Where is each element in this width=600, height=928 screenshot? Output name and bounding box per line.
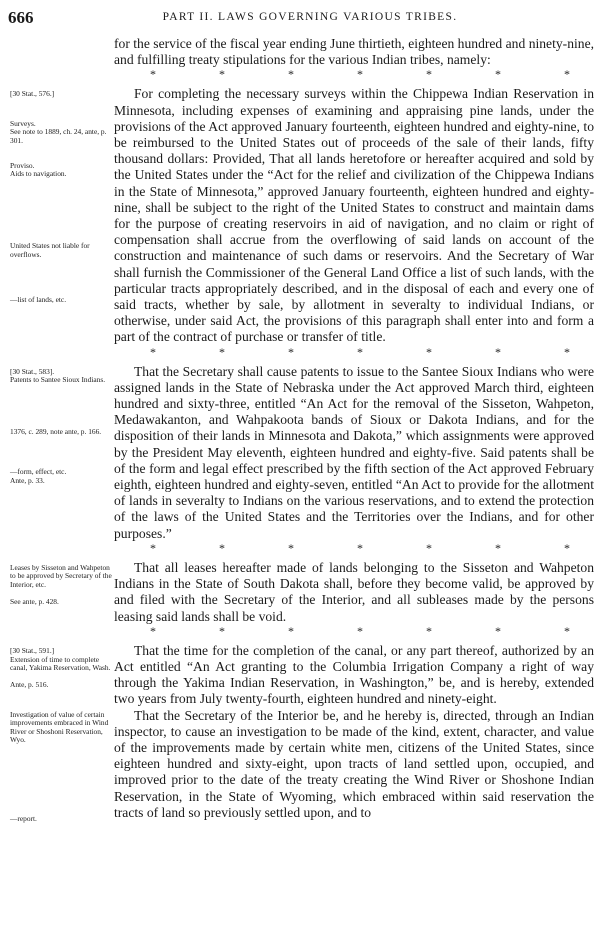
star: *	[426, 67, 432, 82]
margin-note: Aids to navigation.	[10, 169, 67, 179]
star: *	[219, 540, 225, 555]
paragraph: For completing the necessary surveys within the Chippewa Indian Reservation in Minnesota, including expenses of examining and appraising pine lands, under the provisions of the Act approved January fourteenth, eighteen hundred and eighty-nine, to be reimbursed to the United States out of proceeds of the sale of their lands, fifty thousand dollars: Provided, That all lands heretofore or hereafter acquired and sold by the United States under the “Act for the relief and civilization of the Chippewa Indians in the State of Minnesota,” approved January fourteenth, eighteen hundred and eighty-nine, shall be subject to the right of the United States to construct and maintain dams for the purpose of creating reservoirs in aid of navigation, and no claim or right of compensation shall accrue from the overflowing of said lands on account of the construction and maintenance of such dams or reservoirs. And the Secretary of War shall furnish the Commissioner of the General Land Office a list of such lands, with the particular tracts appropriately described, and in the disposal of each and every one of said tracts, whether by sale, by allotment in severalty to individual Indians, or otherwise, under said Act, the provisions of this paragraph shall enter into and form a part of the contract of purchase or transfer of title.	[114, 86, 594, 345]
ellipsis-stars	[150, 68, 570, 82]
paragraph: for the service of the fiscal year ending June thirtieth, eighteen hundred and ninety-nine, and fulfilling treaty stipulations for the various Indian tribes, namely:	[114, 36, 594, 68]
margin-note: See ante, p. 428.	[10, 596, 59, 606]
star: *	[495, 344, 501, 359]
star: *	[564, 623, 570, 638]
star: *	[219, 623, 225, 638]
margin-note: Extension of time to complete canal, Yakima Reservation, Wash.	[10, 654, 111, 673]
star: *	[495, 67, 501, 82]
star: *	[426, 540, 432, 555]
star: *	[150, 623, 156, 638]
margin-note: —report.	[10, 813, 37, 823]
star: *	[357, 344, 363, 359]
margin-note: Ante, p. 33.	[10, 475, 45, 485]
star: *	[288, 67, 294, 82]
ellipsis-stars	[150, 542, 570, 556]
paragraph: That the time for the completion of the canal, or any part thereof, authorized by an Act entitled “An Act granting to the Columbia Irrigation Company a right of way through the Yakima Indian Reservation, in Washington,” be, and is hereby, extended two years from July twenty-fourth, eighteen hundred and ninety-eight.	[114, 642, 594, 707]
star: *	[495, 540, 501, 555]
star: *	[150, 344, 156, 359]
star: *	[150, 67, 156, 82]
star: *	[426, 344, 432, 359]
margin-note: Patents to Santee Sioux Indians.	[10, 374, 106, 384]
star: *	[495, 623, 501, 638]
margin-note: —list of lands, etc.	[10, 295, 67, 305]
paragraph: That the Secretary shall cause patents to issue to the Santee Sioux Indians who were assigned lands in the State of Nebraska under the Act approved March third, eighteen hundred and sixty-three, entitled “An Act for the removal of the Sisseton, Wahpeton, Medawakanton, and Wahpakoota bands of Sioux or Dakota Indians, and for the disposition of their lands in Minnesota and Dakota,” which assignments were approved by the President May eleventh, eighteen hundred and eighty-five. Said patents shall be of the form and legal effect prescribed by the fifth section of the Act approved February eighth, eighteen hundred and eighty-seven, entitled “An Act to provide for the allotment of lands in severalty to Indians on the various reservations, and to extend the protection of the laws of the United States and the Territories over the Indians, and for other purposes.”	[114, 363, 594, 541]
star: *	[357, 67, 363, 82]
section-3	[0, 560, 600, 625]
paragraph: That the Secretary of the Interior be, and he hereby is, directed, through an Indian inspector, to cause an investigation to be made of the kind, extent, character, and value of the improvements made by certain white men, citizens of the United States, since eighteen hundred and sixty-eight, upon tracts of land settled upon, occupied, and improved prior to the date of the treaty creating the Wind River or Shoshone Indian Reservation, in the State of Wyoming, which embraced within said reservation the tracts of land so previously settled upon, and to	[114, 707, 594, 820]
section-text	[114, 86, 594, 345]
page-header	[8, 8, 592, 30]
page-body	[0, 36, 600, 821]
section-text	[114, 643, 594, 821]
star: *	[288, 540, 294, 555]
page-number: 666	[8, 8, 34, 27]
section-2	[0, 364, 600, 542]
ellipsis-stars	[150, 625, 570, 639]
margin-note: United States not liable for overflows.	[10, 241, 90, 259]
section-4	[0, 643, 600, 821]
ellipsis-stars	[150, 346, 570, 360]
margin-note: See note to 1889, ch. 24, ante, p. 301.	[10, 127, 107, 145]
margin-note: Proviso.	[10, 161, 35, 171]
margin-note: Surveys.	[10, 119, 36, 129]
section-text	[114, 36, 594, 68]
star: *	[150, 540, 156, 555]
star: *	[426, 623, 432, 638]
star: *	[288, 344, 294, 359]
star: *	[564, 344, 570, 359]
margin-note: Investigation of value of certain improvements embraced in Wind River or Shoshoni Reservation, Wyo.	[10, 709, 109, 744]
margin-note: [30 Stat., 591.]	[10, 645, 55, 655]
margin-note: Leases by Sisseton and Wahpeton to be approved by Secretary of the Interior, etc.	[10, 562, 112, 589]
star: *	[219, 67, 225, 82]
star: *	[357, 623, 363, 638]
margin-note: [30 Stat., 583].	[10, 366, 55, 376]
margin-note: Ante, p. 516.	[10, 679, 49, 689]
section-1	[0, 86, 600, 345]
star: *	[288, 623, 294, 638]
section-text	[114, 364, 594, 542]
star: *	[564, 67, 570, 82]
margin-note: [30 Stat., 576.]	[10, 89, 55, 99]
running-title: PART II. LAWS GOVERNING VARIOUS TRIBES.	[162, 11, 458, 23]
paragraph: That all leases hereafter made of lands belonging to the Sisseton and Wahpeton Indians in the State of South Dakota shall, before they become valid, be approved by and filed with the Secretary of the Interior, and all subleases made by the persons leasing said lands shall be void.	[114, 559, 594, 624]
margin-note: 1376, c. 289, note ante, p. 166.	[10, 426, 102, 436]
star: *	[357, 540, 363, 555]
section-0	[0, 36, 600, 68]
star: *	[564, 540, 570, 555]
star: *	[219, 344, 225, 359]
margin-note: —form, effect, etc.	[10, 466, 67, 476]
section-text	[114, 560, 594, 625]
